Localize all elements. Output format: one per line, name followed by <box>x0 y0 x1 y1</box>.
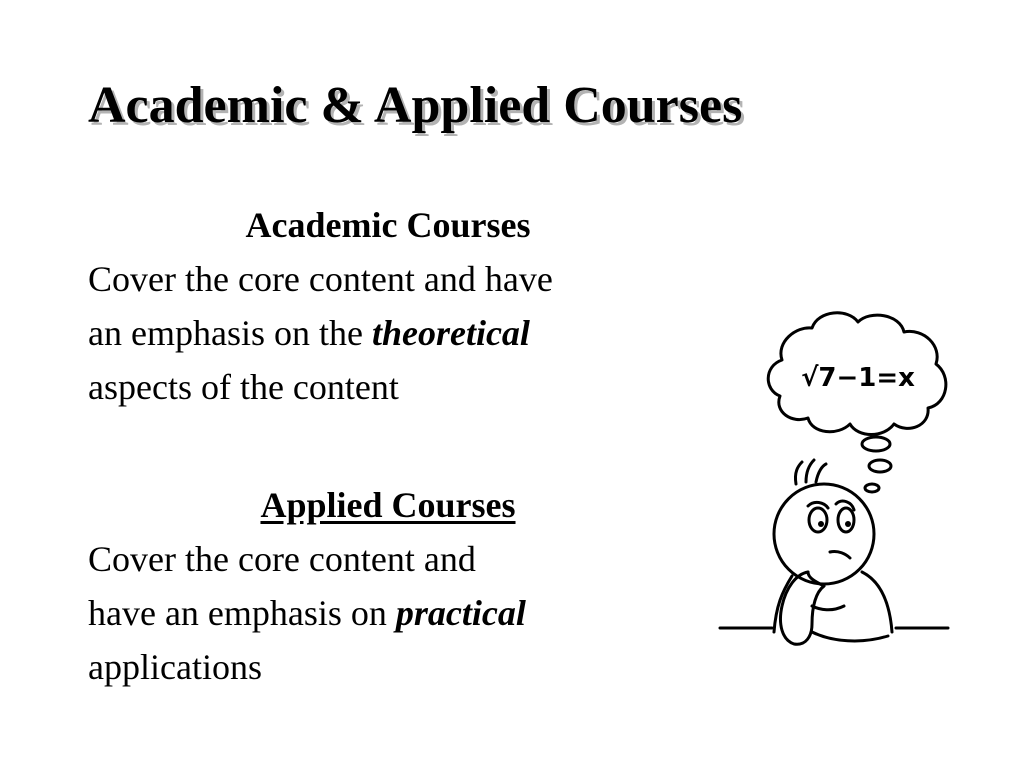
thought-bubble-medium <box>869 460 891 472</box>
academic-line-2-text: an emphasis on the <box>88 313 372 353</box>
academic-courses-description <box>88 252 688 414</box>
thought-bubble-small <box>865 484 879 492</box>
thought-cloud-text: √7−1=x <box>801 363 915 393</box>
applied-courses-heading-text: Applied Courses <box>260 485 516 525</box>
hair <box>795 460 826 484</box>
applied-courses-description <box>88 532 688 694</box>
theoretical-emphasis: theoretical <box>371 313 530 353</box>
slide-title: Academic & Applied Courses <box>88 77 743 134</box>
head <box>774 484 874 584</box>
applied-line-2 <box>88 586 688 640</box>
thinking-cartoon-icon <box>712 306 962 656</box>
academic-line-2 <box>88 306 688 360</box>
thought-bubble-large <box>862 437 890 451</box>
academic-courses-heading-text: Academic Courses <box>245 205 531 245</box>
academic-line-1: Cover the core content and have <box>88 259 553 299</box>
academic-courses-section <box>88 198 688 414</box>
applied-courses-section <box>88 478 688 694</box>
eye-right <box>838 508 854 532</box>
mouth <box>830 551 850 558</box>
forearm <box>812 632 888 641</box>
practical-emphasis: practical <box>395 593 526 633</box>
applied-line-2-text: have an emphasis on <box>88 593 396 633</box>
applied-line-1: Cover the core content and <box>88 539 476 579</box>
applied-line-3: applications <box>88 647 262 687</box>
academic-courses-heading <box>88 198 688 252</box>
applied-courses-heading <box>88 478 688 532</box>
eye-left <box>809 508 827 532</box>
academic-line-3: aspects of the content <box>88 367 399 407</box>
